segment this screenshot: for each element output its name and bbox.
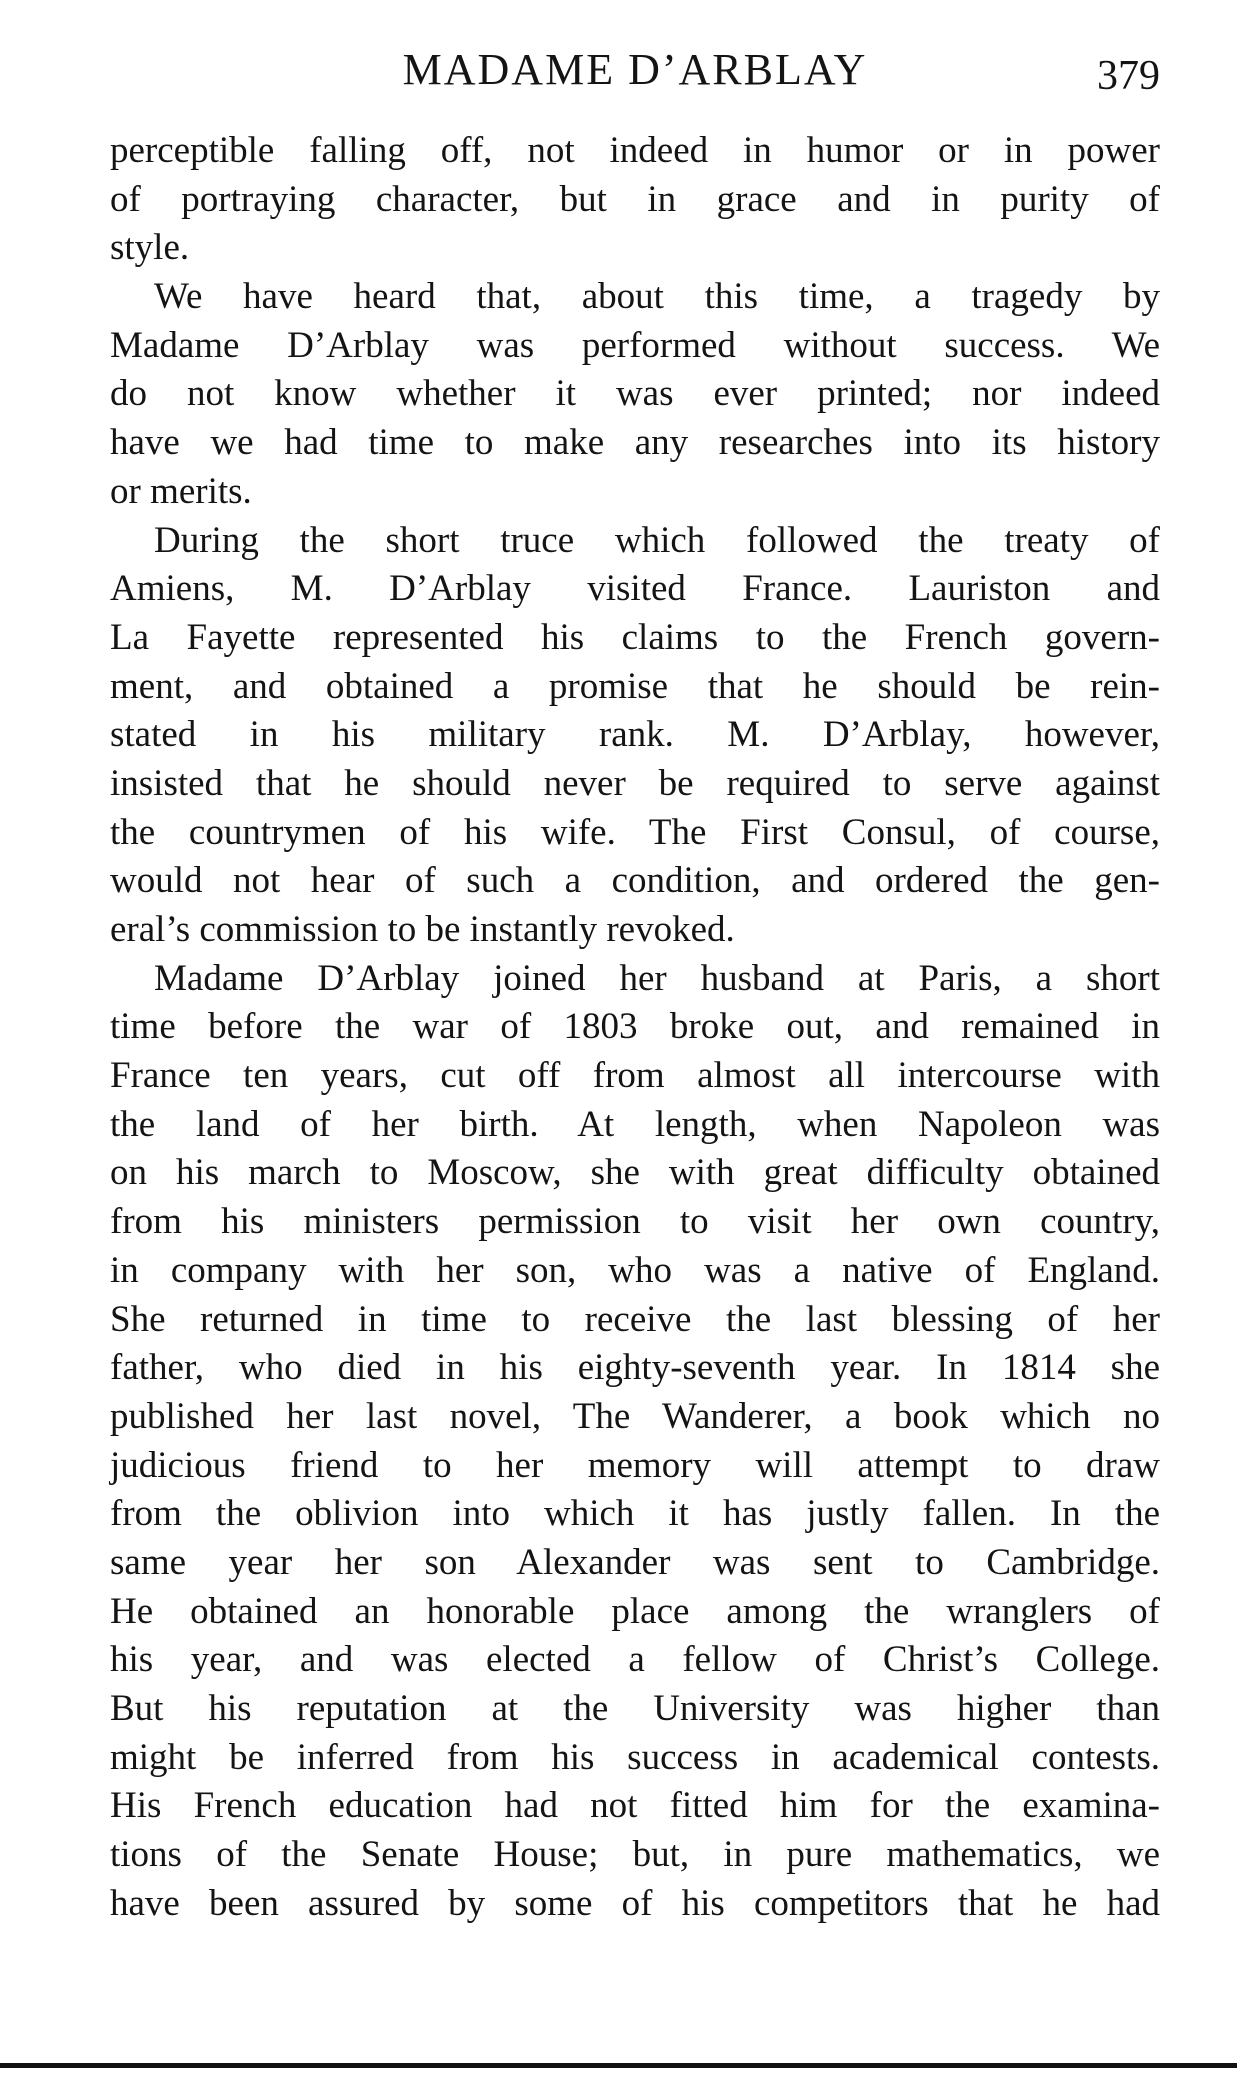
text-line: La Fayette represented his claims to the French govern- (110, 616, 1160, 658)
text-line: style. (110, 227, 190, 269)
text-line: His French education had not fitted him for the examina- (110, 1785, 1160, 1827)
text-line: He obtained an honorable place among the wranglers of (110, 1590, 1160, 1632)
text-line: Madame D’Arblay was performed without success. We (110, 324, 1160, 366)
text-line: published her last novel, The Wanderer, a book which no (110, 1395, 1160, 1437)
text-line: insisted that he should never be required to serve against (110, 762, 1160, 804)
text-line: She returned in time to receive the last blessing of her (110, 1298, 1160, 1340)
body-text (110, 127, 1160, 1928)
text-line: France ten years, cut off from almost all intercourse with (110, 1055, 1160, 1097)
text-line: the land of her birth. At length, when Napoleon was (110, 1103, 1160, 1145)
paragraph-first-line: We have heard that, about this time, a tragedy by (154, 276, 1160, 318)
text-line: have been assured by some of his competitors that he had (110, 1882, 1160, 1924)
bottom-rule (0, 2063, 1237, 2068)
text-line: perceptible falling off, not indeed in humor or in power (110, 130, 1160, 171)
text-line: would not hear of such a condition, and ordered the gen- (110, 860, 1160, 902)
text-line: of portraying character, but in grace and in purity of (110, 178, 1160, 220)
paragraph-first-line: Madame D’Arblay joined her husband at Paris, a short (154, 957, 1160, 999)
text-line: do not know whether it was ever printed; nor indeed (110, 373, 1160, 415)
text-line: Amiens, M. D’Arblay visited France. Lauriston and (110, 568, 1160, 610)
running-head (110, 40, 1160, 100)
text-line: the countrymen of his wife. The First Consul, of course, (110, 811, 1160, 853)
text-line: same year her son Alexander was sent to Cambridge. (110, 1541, 1160, 1583)
page-number: 379 (1097, 53, 1160, 99)
text-line: his year, and was elected a fellow of Christ’s College. (110, 1639, 1160, 1681)
text-line: or merits. (110, 470, 252, 512)
text-line: judicious friend to her memory will attempt to draw (110, 1444, 1160, 1486)
text-line: stated in his military rank. M. D’Arblay, however, (110, 714, 1160, 756)
text-line: tions of the Senate House; but, in pure mathematics, we (110, 1834, 1160, 1876)
text-line: have we had time to make any researches into its history (110, 422, 1160, 464)
text-line: might be inferred from his success in academical contests. (110, 1736, 1160, 1778)
text-line: in company with her son, who was a native of England. (110, 1249, 1160, 1291)
text-line: eral’s commission to be instantly revoked. (110, 909, 735, 950)
text-line: ment, and obtained a promise that he should be rein- (110, 665, 1160, 707)
text-line: But his reputation at the University was higher than (110, 1688, 1160, 1729)
text-line: from his ministers permission to visit her own country, (110, 1201, 1160, 1243)
text-line: on his march to Moscow, she with great difficulty obtained (110, 1152, 1160, 1194)
text-line: from the oblivion into which it has justly fallen. In the (110, 1493, 1160, 1535)
paragraph-first-line: During the short truce which followed the treaty of (154, 519, 1160, 561)
running-title: MADAME D’ARBLAY (402, 45, 868, 94)
text-line: time before the war of 1803 broke out, and remained in (110, 1006, 1160, 1048)
text-line: father, who died in his eighty-seventh year. In 1814 she (110, 1347, 1160, 1389)
